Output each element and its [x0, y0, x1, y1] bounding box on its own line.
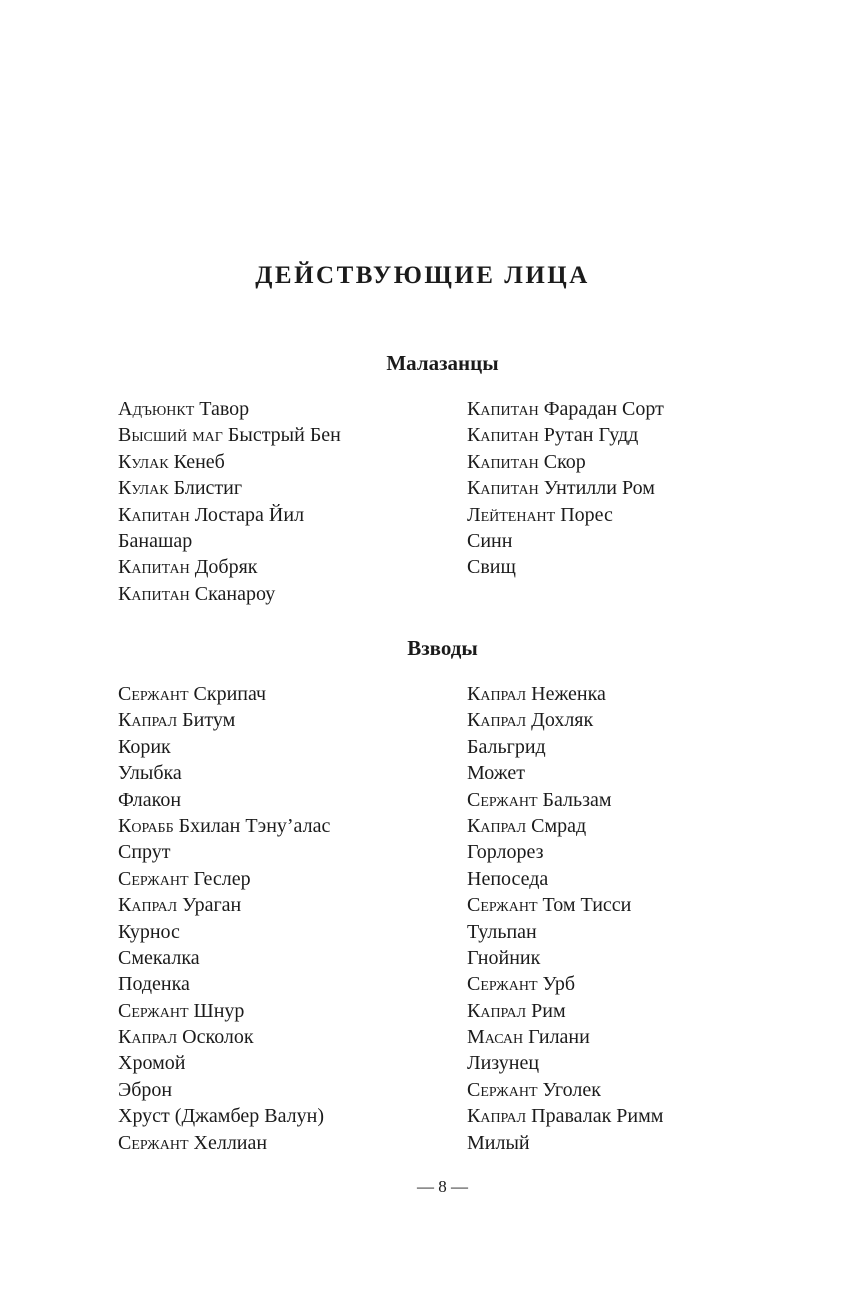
character-name: Улыбка — [118, 762, 182, 785]
character-name: Корик — [118, 735, 171, 758]
character-name: Бальгрид — [467, 735, 546, 758]
character-name: Гилани — [528, 1026, 590, 1049]
character-name: Эброн — [118, 1078, 173, 1101]
character-entry — [118, 528, 341, 554]
malazans-left-column — [118, 396, 341, 607]
character-entry — [118, 581, 341, 607]
character-name: Блистиг — [173, 477, 243, 500]
character-name: Гнойник — [467, 946, 541, 969]
character-rank: Кулак — [118, 477, 169, 500]
character-rank: Капитан — [118, 503, 190, 526]
character-rank: Капитан — [467, 424, 539, 447]
character-entry — [467, 734, 663, 760]
character-entry — [118, 502, 341, 528]
character-name: Тавор — [199, 398, 250, 420]
character-entry — [467, 998, 663, 1024]
character-entry — [467, 892, 663, 918]
character-rank: Капрал — [467, 814, 527, 837]
character-rank: Капрал — [467, 683, 527, 705]
character-entry — [467, 919, 663, 945]
character-name: Банашар — [118, 529, 193, 552]
character-entry — [467, 502, 664, 528]
character-entry — [467, 396, 664, 422]
character-rank: Сержант — [118, 867, 189, 890]
character-rank: Сержант — [118, 999, 189, 1022]
character-name: Шнур — [193, 999, 245, 1022]
character-entry — [118, 1050, 330, 1076]
character-entry — [467, 681, 663, 707]
page-title: ДЕЙСТВУЮЩИЕ ЛИЦА — [255, 262, 590, 289]
character-entry — [118, 422, 341, 448]
character-name: Горлорез — [467, 841, 544, 864]
character-rank: Капрал — [118, 709, 178, 732]
character-entry — [467, 1050, 663, 1076]
character-rank: Капитан — [467, 477, 539, 500]
character-name: Скрипач — [193, 683, 267, 705]
character-entry — [467, 1024, 663, 1050]
character-entry — [118, 734, 330, 760]
character-entry — [118, 866, 330, 892]
character-name: Скор — [543, 450, 586, 473]
character-entry — [467, 839, 663, 865]
character-rank: Сержант — [118, 1131, 189, 1154]
character-rank: Капрал — [467, 999, 527, 1022]
character-name: Порес — [560, 503, 613, 526]
character-entry — [467, 449, 664, 475]
character-rank: Капитан — [118, 582, 190, 605]
character-name: Сканароу — [194, 582, 276, 605]
character-entry — [118, 554, 341, 580]
character-name: Ураган — [182, 894, 242, 917]
character-entry — [467, 422, 664, 448]
character-rank: Капитан — [467, 450, 539, 473]
character-entry — [118, 707, 330, 733]
character-entry — [467, 1103, 663, 1129]
squads-right-column — [467, 681, 663, 1156]
character-entry — [118, 681, 330, 707]
character-rank: Сержант — [467, 973, 538, 996]
character-name: Непоседа — [467, 867, 549, 890]
character-name: Смрад — [531, 814, 587, 837]
character-rank: Высший маг — [118, 424, 223, 447]
character-entry — [467, 813, 663, 839]
character-name: Осколок — [182, 1026, 254, 1049]
character-name: Хромой — [118, 1052, 186, 1075]
section-heading-squads: Взводы — [407, 636, 478, 660]
character-name: Бальзам — [542, 788, 612, 811]
character-rank: Капрал — [118, 1026, 178, 1049]
character-entry — [118, 475, 341, 501]
character-entry — [467, 707, 663, 733]
character-rank: Сержант — [467, 1078, 538, 1101]
character-name: Добряк — [194, 556, 258, 579]
character-entry — [118, 919, 330, 945]
character-name: Фарадан Сорт — [543, 398, 664, 420]
character-rank: Корабб — [118, 814, 174, 837]
character-entry — [118, 1103, 330, 1129]
character-entry — [467, 1130, 663, 1156]
section-heading-malazans: Малазанцы — [386, 351, 499, 375]
squads-left-column — [118, 681, 330, 1156]
character-name: Свищ — [467, 556, 516, 579]
character-name: Уголек — [542, 1078, 601, 1101]
character-rank: Лейтенант — [467, 503, 556, 526]
character-entry — [118, 945, 330, 971]
character-name: Спрут — [118, 841, 171, 864]
character-name: Поденка — [118, 973, 190, 996]
character-name: Дохляк — [531, 709, 594, 732]
character-name: Флакон — [118, 788, 182, 811]
character-entry — [467, 554, 664, 580]
character-rank: Капитан — [467, 398, 539, 420]
character-rank: Сержант — [118, 683, 189, 705]
character-rank: Капрал — [118, 894, 178, 917]
character-entry — [118, 1024, 330, 1050]
character-name: Неженка — [531, 683, 606, 705]
character-entry — [467, 528, 664, 554]
character-entry — [118, 813, 330, 839]
character-entry — [118, 449, 341, 475]
character-entry — [118, 787, 330, 813]
character-entry — [467, 945, 663, 971]
character-rank: Масан — [467, 1026, 524, 1049]
character-rank: Сержант — [467, 788, 538, 811]
character-name: Лизунец — [467, 1052, 540, 1075]
character-name: Рутан Гудд — [543, 424, 639, 447]
character-entry — [467, 866, 663, 892]
character-name: Хруст (Джамбер Валун) — [118, 1105, 324, 1128]
character-entry — [118, 892, 330, 918]
character-name: Кенеб — [173, 450, 225, 473]
character-name: Рим — [531, 999, 566, 1022]
character-rank: Капрал — [467, 709, 527, 732]
character-name: Синн — [467, 529, 513, 552]
character-entry — [467, 787, 663, 813]
character-entry — [118, 1130, 330, 1156]
character-name: Унтилли Ром — [543, 477, 655, 500]
character-name: Хеллиан — [193, 1131, 268, 1154]
character-name: Том Тисси — [542, 894, 632, 917]
character-entry — [118, 998, 330, 1024]
character-name: Геслер — [193, 867, 251, 890]
character-rank: Кулак — [118, 450, 169, 473]
character-entry — [118, 1077, 330, 1103]
malazans-right-column — [467, 396, 664, 581]
character-entry — [467, 475, 664, 501]
character-entry — [467, 971, 663, 997]
character-entry — [118, 396, 341, 422]
character-name: Милый — [467, 1131, 530, 1154]
page-number: — 8 — — [417, 1177, 468, 1196]
character-entry — [467, 1077, 663, 1103]
character-name: Правалак Римм — [531, 1105, 664, 1128]
character-name: Тульпан — [467, 920, 537, 943]
character-entry — [118, 839, 330, 865]
character-name: Битум — [182, 709, 236, 732]
character-entry — [118, 760, 330, 786]
character-rank: Капитан — [118, 556, 190, 579]
character-name: Бхилан Тэну’алас — [178, 814, 331, 837]
character-name: Курнос — [118, 920, 180, 943]
character-name: Быстрый Бен — [227, 424, 341, 447]
character-entry — [467, 760, 663, 786]
character-rank: Адъюнкт — [118, 398, 195, 420]
character-name: Урб — [542, 973, 576, 996]
character-entry — [118, 971, 330, 997]
character-rank: Сержант — [467, 894, 538, 917]
character-name: Смекалка — [118, 946, 200, 969]
character-name: Лостара Йил — [194, 503, 305, 526]
character-rank: Капрал — [467, 1105, 527, 1128]
character-name: Может — [467, 762, 525, 785]
